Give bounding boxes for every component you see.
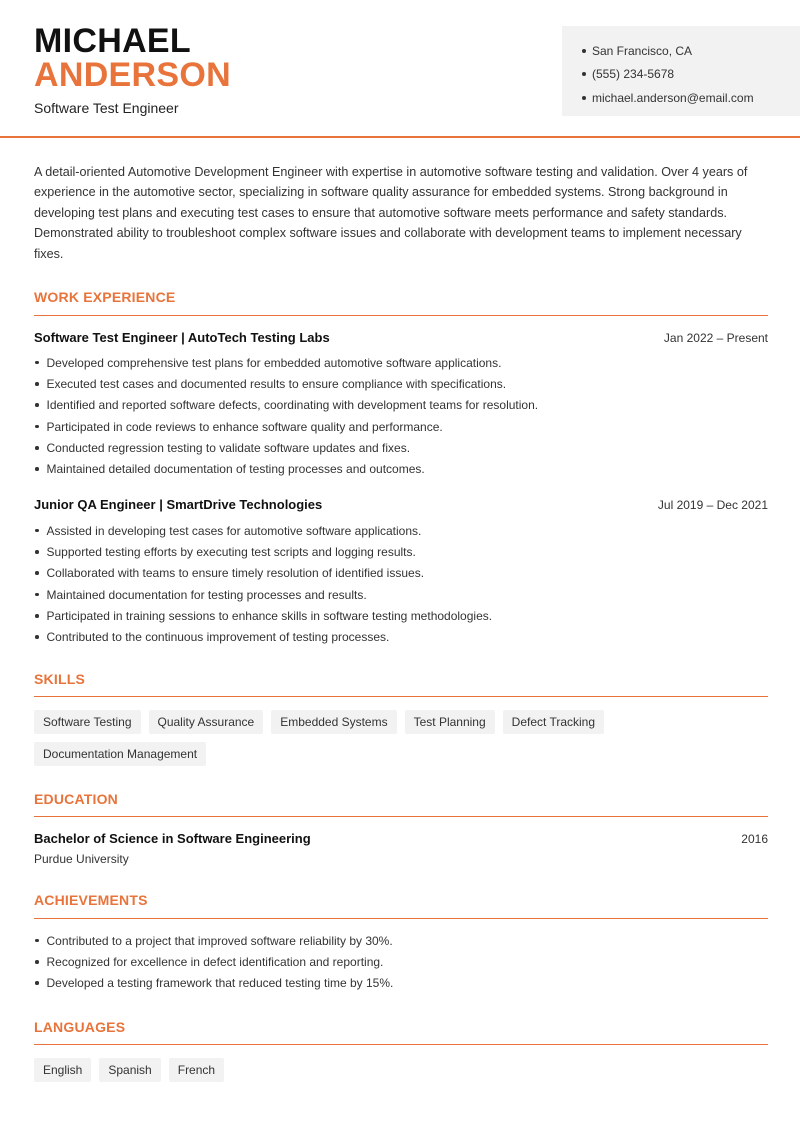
- bullet-text: Conducted regression testing to validate software updates and fixes.: [46, 440, 411, 455]
- list-item: [34, 626, 768, 647]
- skills-tags: [34, 710, 768, 766]
- list-item: [34, 973, 768, 994]
- language-tag: Spanish: [99, 1058, 160, 1082]
- education-heading: EDUCATION: [34, 791, 118, 807]
- work-experience-heading: WORK EXPERIENCE: [34, 289, 176, 305]
- bullet-text: Participated in code reviews to enhance software quality and performance.: [46, 419, 443, 434]
- bullet-text: Executed test cases and documented results to ensure compliance with specifications.: [46, 376, 507, 391]
- skill-tag: Embedded Systems: [271, 710, 396, 734]
- skill-tag: Defect Tracking: [503, 710, 604, 734]
- bullet-icon: [582, 49, 586, 53]
- education-header: [34, 831, 768, 846]
- bullet-icon: [35, 981, 39, 985]
- section-divider: [34, 315, 768, 316]
- bullet-text: Collaborated with teams to ensure timely resolution of identified issues.: [46, 566, 425, 581]
- list-item: [34, 416, 768, 437]
- bullet-icon: [35, 550, 39, 554]
- bullet-text: Identified and reported software defects, coordinating with development teams for resolution.: [46, 398, 539, 413]
- section-divider: [34, 918, 768, 919]
- bullet-icon: [35, 571, 39, 575]
- job-bullets: [34, 520, 768, 648]
- list-item: [34, 520, 768, 541]
- bullet-icon: [35, 614, 39, 618]
- list-item: [34, 605, 768, 626]
- skill-tag: Test Planning: [405, 710, 495, 734]
- contact-location: [582, 39, 800, 63]
- bullet-icon: [35, 446, 39, 450]
- language-tag: French: [169, 1058, 224, 1082]
- summary-paragraph: A detail-oriented Automotive Development Engineer with expertise in automotive software testing and validation. Over 4 years of experience in the automotive sector, specializing in software quality assurance for embedded systems. Strong background in developing test plans and executing test cases to ensure that automotive software meets performance and safety standards. Demonstrated ability to troubleshoot complex software issues and collaborate with development teams to implement necessary fixes.: [34, 165, 748, 261]
- list-item: [34, 458, 768, 479]
- section-divider: [34, 696, 768, 697]
- job-role: Software Test Engineer | AutoTech Testing Labs: [34, 330, 330, 345]
- bullet-icon: [35, 635, 39, 639]
- list-item: [34, 563, 768, 584]
- bullet-text: Contributed to a project that improved software reliability by 30%.: [46, 933, 393, 948]
- list-item: [34, 541, 768, 562]
- job-header: [34, 330, 768, 345]
- bullet-text: Participated in training sessions to enhance skills in software testing methodologies.: [46, 608, 493, 623]
- education-school: Purdue University: [34, 852, 129, 866]
- job-role: Junior QA Engineer | SmartDrive Technologies: [34, 497, 323, 512]
- bullet-icon: [35, 361, 39, 365]
- contact-email: [582, 86, 800, 110]
- skills-heading: SKILLS: [34, 671, 85, 687]
- bullet-icon: [35, 467, 39, 471]
- email-text: michael.anderson@email.com: [592, 90, 754, 105]
- bullet-icon: [35, 382, 39, 386]
- bullet-icon: [582, 96, 586, 100]
- bullet-icon: [35, 960, 39, 964]
- bullet-icon: [582, 72, 586, 76]
- languages-heading: LANGUAGES: [34, 1019, 126, 1035]
- education-year: 2016: [741, 832, 768, 846]
- bullet-text: Developed comprehensive test plans for embedded automotive software applications.: [46, 355, 502, 370]
- list-item: [34, 437, 768, 458]
- list-item: [34, 584, 768, 605]
- bullet-text: Maintained detailed documentation of testing processes and outcomes.: [46, 462, 425, 477]
- skill-tag: Quality Assurance: [149, 710, 264, 734]
- list-item: [34, 373, 768, 394]
- bullet-text: Contributed to the continuous improvement of testing processes.: [46, 630, 390, 645]
- bullet-icon: [35, 939, 39, 943]
- bullet-text: Maintained documentation for testing processes and results.: [46, 587, 367, 602]
- bullet-text: Assisted in developing test cases for automotive software applications.: [46, 523, 422, 538]
- job-dates: Jan 2022 – Present: [663, 331, 768, 345]
- last-name: ANDERSON: [34, 56, 231, 94]
- section-divider: [34, 1044, 768, 1045]
- list-item: [34, 352, 768, 373]
- phone-text: (555) 234-5678: [592, 67, 675, 82]
- job-title: Software Test Engineer: [34, 100, 179, 116]
- list-item: [34, 951, 768, 972]
- list-item: [34, 395, 768, 416]
- bullet-icon: [35, 593, 39, 597]
- bullet-text: Developed a testing framework that reduced testing time by 15%.: [46, 976, 394, 991]
- first-name: MICHAEL: [34, 22, 191, 60]
- contact-box: [562, 26, 800, 116]
- bullet-icon: [35, 529, 39, 533]
- education-degree: Bachelor of Science in Software Engineering: [34, 831, 311, 846]
- skill-tag: Documentation Management: [34, 742, 206, 766]
- job-dates: Jul 2019 – Dec 2021: [657, 498, 768, 512]
- job-bullets: [34, 352, 768, 480]
- languages-tags: [34, 1058, 768, 1082]
- bullet-text: Supported testing efforts by executing test scripts and logging results.: [46, 544, 416, 559]
- bullet-icon: [35, 425, 39, 429]
- resume-header: [0, 0, 800, 138]
- skill-tag: Software Testing: [34, 710, 141, 734]
- job-header: [34, 497, 768, 512]
- bullet-icon: [35, 403, 39, 407]
- section-divider: [34, 816, 768, 817]
- location-text: San Francisco, CA: [592, 43, 693, 58]
- list-item: [34, 930, 768, 951]
- language-tag: English: [34, 1058, 91, 1082]
- achievements-heading: ACHIEVEMENTS: [34, 892, 148, 908]
- achievements-list: [34, 930, 768, 994]
- bullet-text: Recognized for excellence in defect identification and reporting.: [46, 954, 384, 969]
- contact-phone: [582, 63, 800, 87]
